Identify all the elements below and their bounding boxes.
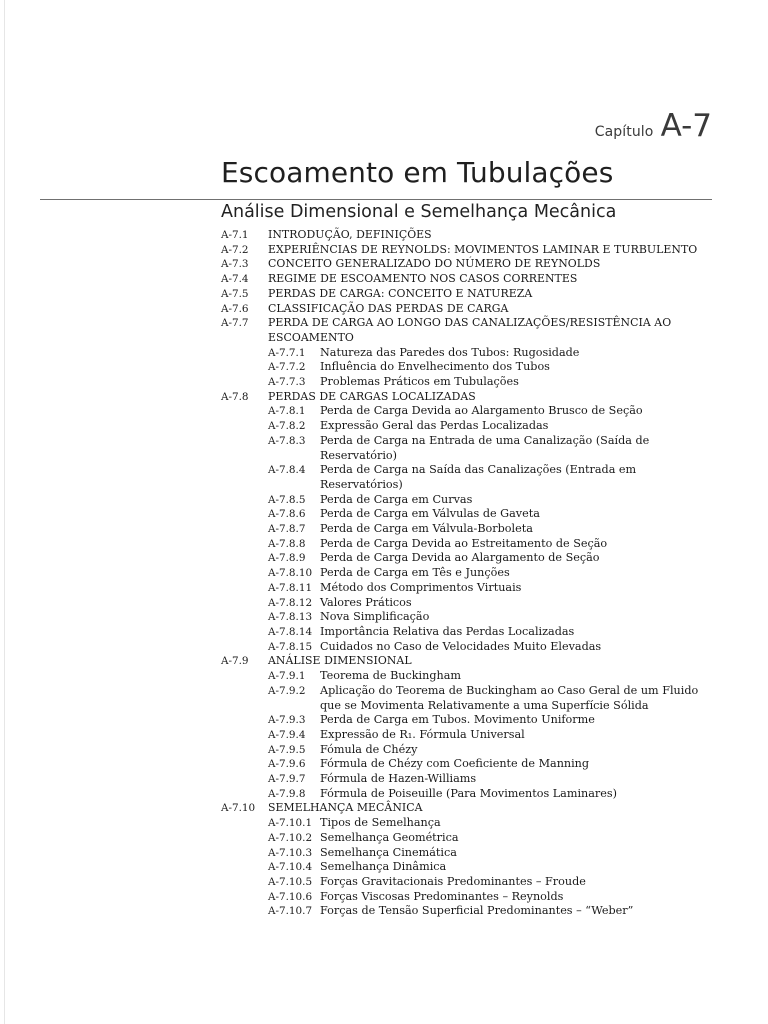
- toc-subsection-title: Expressão Geral das Perdas Localizadas: [320, 419, 549, 433]
- toc-section: [221, 801, 721, 919]
- toc-subsection-title: Teorema de Buckingham: [320, 669, 461, 683]
- toc-subsection-title: Perda de Carga em Curvas: [320, 492, 473, 506]
- toc-section: [221, 243, 721, 258]
- toc-section-entry[interactable]: [221, 257, 721, 272]
- toc-subsection-number: A-7.9.7: [268, 773, 306, 786]
- toc-subsection-number: A-7.9.2: [268, 684, 306, 697]
- toc-section: [221, 316, 721, 390]
- toc-subsection-number: A-7.8.7: [268, 523, 306, 536]
- toc-section-number: A-7.3: [221, 258, 249, 271]
- toc-section-number: A-7.4: [221, 273, 249, 286]
- toc-subsection-entry[interactable]: [268, 904, 721, 919]
- toc-subsection-title: Perda de Carga Devida ao Alargamento de Seção: [320, 551, 600, 565]
- toc-section-title: PERDAS DE CARGA: CONCEITO E NATUREZA: [268, 286, 533, 300]
- toc-section-entry[interactable]: [221, 801, 721, 816]
- toc-section-number: A-7.10: [221, 802, 256, 815]
- toc-subsection-entry[interactable]: [268, 360, 721, 375]
- toc-subsection-number: A-7.8.6: [268, 508, 306, 521]
- toc-subsection-entry[interactable]: [268, 860, 721, 875]
- toc-subsection-entry[interactable]: [268, 493, 721, 508]
- toc-section: [221, 272, 721, 287]
- toc-subsection-number: A-7.10.3: [268, 846, 313, 859]
- toc-subsection-number: A-7.10.2: [268, 831, 313, 844]
- toc-subsection-entry[interactable]: [268, 551, 721, 566]
- toc-subsection-entry[interactable]: [268, 875, 721, 890]
- toc-subsection-number: A-7.8.1: [268, 405, 306, 418]
- toc-subsection-title: Natureza das Paredes dos Tubos: Rugosidade: [320, 345, 580, 359]
- toc-subsection-title: Perda de Carga em Tês e Junções: [320, 566, 510, 580]
- title-divider: [40, 199, 712, 200]
- toc-subsection-entry[interactable]: [268, 596, 721, 611]
- toc-section-title: INTRODUÇÃO, DEFINIÇÕES: [268, 228, 432, 241]
- toc-subsection-number: A-7.9.3: [268, 714, 306, 727]
- toc-subsection-title: Forças Viscosas Predominantes – Reynolds: [320, 889, 564, 903]
- toc-subsection-title: Método dos Comprimentos Virtuais: [320, 580, 522, 594]
- toc-subsection-entry[interactable]: [268, 772, 721, 787]
- toc-subsection-entry[interactable]: [268, 890, 721, 905]
- toc-subsection-number: A-7.8.3: [268, 434, 306, 447]
- toc-subsection-title: Fórmula de Hazen-Williams: [320, 772, 477, 786]
- toc-subsection-entry[interactable]: [268, 346, 721, 361]
- toc-subsection-title: Nova Simplificação: [320, 610, 430, 624]
- toc-subsection-title: Perda de Carga em Tubos. Movimento Uniforme: [320, 713, 595, 727]
- toc-section: [221, 302, 721, 317]
- toc-section-number: A-7.7: [221, 317, 249, 330]
- toc-subsection-number: A-7.10.5: [268, 875, 313, 888]
- toc-subsection-title: Semelhança Dinâmica: [320, 860, 447, 874]
- toc-subsection-number: A-7.8.15: [268, 640, 313, 653]
- toc-subsection-entry[interactable]: [268, 581, 721, 596]
- toc-section-number: A-7.8: [221, 390, 249, 403]
- toc-section-title: CLASSIFICAÇÃO DAS PERDAS DE CARGA: [268, 301, 509, 315]
- chapter-label: Capítulo: [594, 124, 654, 140]
- toc-subsection-title: Tipos de Semelhança: [320, 816, 441, 830]
- toc-subsection-title: Fórmula de Chézy com Coeficiente de Manning: [320, 757, 590, 771]
- toc-section: [221, 654, 721, 801]
- toc-subsection-number: A-7.7.1: [268, 346, 306, 359]
- toc-subsection-title: Importância Relativa das Perdas Localizadas: [320, 624, 575, 638]
- toc-subsection-title: Semelhança Geométrica: [320, 830, 459, 844]
- toc-subsection-list: [221, 669, 721, 801]
- toc-section-title: PERDAS DE CARGAS LOCALIZADAS: [268, 389, 476, 403]
- toc-subsection-entry[interactable]: [268, 375, 721, 390]
- toc-section-title: SEMELHANÇA MECÂNICA: [268, 801, 423, 815]
- toc-subsection-number: A-7.10.1: [268, 817, 313, 830]
- toc-subsection-title: Perda de Carga na Saída das Canalizações (Entrada em Reservatórios): [320, 463, 637, 491]
- toc-subsection-number: A-7.8.9: [268, 552, 306, 565]
- toc-section-number: A-7.2: [221, 243, 249, 256]
- toc-section-title: EXPERIÊNCIAS DE REYNOLDS: MOVIMENTOS LAMINAR E TURBULENTO: [268, 242, 698, 256]
- toc-subsection-entry[interactable]: [268, 610, 721, 625]
- toc-section-title: ANÁLISE DIMENSIONAL: [268, 654, 412, 668]
- toc-subsection-title: Perda de Carga em Válvulas de Gaveta: [320, 507, 540, 521]
- toc-section-title: CONCEITO GENERALIZADO DO NÚMERO DE REYNOLDS: [268, 257, 601, 271]
- toc-section-title: PERDA DE CARGA AO LONGO DAS CANALIZAÇÕES/RESISTÊNCIA AO ESCOAMENTO: [268, 316, 672, 344]
- toc-subsection-number: A-7.8.13: [268, 611, 313, 624]
- toc-subsection-number: A-7.8.2: [268, 420, 306, 433]
- toc-subsection-entry[interactable]: [268, 787, 721, 802]
- chapter-number: A-7: [660, 108, 712, 144]
- toc-subsection-number: A-7.10.6: [268, 890, 313, 903]
- toc-section: [221, 228, 721, 243]
- toc-subsection-title: Expressão de R₁. Fórmula Universal: [320, 727, 525, 741]
- toc-section-title: REGIME DE ESCOAMENTO NOS CASOS CORRENTES: [268, 272, 578, 286]
- toc-section-entry[interactable]: [221, 654, 721, 669]
- toc-subsection-entry[interactable]: [268, 434, 721, 463]
- toc-subsection-entry[interactable]: [268, 640, 721, 655]
- toc-subsection-number: A-7.9.8: [268, 787, 306, 800]
- toc-section-number: A-7.9: [221, 655, 249, 668]
- toc-section: [221, 390, 721, 655]
- toc-subsection-entry[interactable]: [268, 743, 721, 758]
- toc-subsection-title: Perda de Carga em Válvula-Borboleta: [320, 522, 533, 536]
- toc-subsection-entry[interactable]: [268, 404, 721, 419]
- toc-subsection-entry[interactable]: [268, 625, 721, 640]
- toc-subsection-entry[interactable]: [268, 537, 721, 552]
- toc-subsection-title: Semelhança Cinemática: [320, 845, 457, 859]
- toc-subsection-title: Perda de Carga Devida ao Estreitamento de Seção: [320, 536, 608, 550]
- toc-subsection-entry[interactable]: [268, 728, 721, 743]
- toc-subsection-title: Perda de Carga na Entrada de uma Canalização (Saída de Reservatório): [320, 433, 650, 462]
- toc-subsection-title: Aplicação do Teorema de Buckingham ao Caso Geral de um Fluido que se Movimenta Relativamente a uma Superfície Sólida: [320, 683, 699, 712]
- toc-section-entry[interactable]: [221, 316, 721, 345]
- toc-subsection-number: A-7.8.8: [268, 537, 306, 550]
- toc-subsection-entry[interactable]: [268, 831, 721, 846]
- toc-subsection-entry[interactable]: [268, 463, 721, 492]
- toc-subsection-number: A-7.10.7: [268, 905, 313, 918]
- toc-subsection-title: Fórmula de Poiseuille (Para Movimentos Laminares): [320, 786, 617, 800]
- toc-subsection-entry[interactable]: [268, 816, 721, 831]
- toc-subsection-entry[interactable]: [268, 684, 721, 713]
- toc-subsection-number: A-7.9.4: [268, 728, 306, 741]
- toc-section-entry[interactable]: [221, 287, 721, 302]
- toc-section-entry[interactable]: [221, 228, 721, 243]
- toc-subsection-entry[interactable]: [268, 522, 721, 537]
- toc-subsection-title: Perda de Carga Devida ao Alargamento Brusco de Seção: [320, 404, 643, 418]
- toc-subsection-number: A-7.7.2: [268, 361, 306, 374]
- page-subtitle: Análise Dimensional e Semelhança Mecânica: [221, 202, 617, 222]
- toc-subsection-entry[interactable]: [268, 713, 721, 728]
- toc-subsection-title: Cuidados no Caso de Velocidades Muito Elevadas: [320, 639, 602, 653]
- toc-subsection-number: A-7.8.4: [268, 464, 306, 477]
- toc-subsection-list: [221, 816, 721, 919]
- toc-subsection-title: Influência do Envelhecimento dos Tubos: [320, 360, 550, 374]
- toc-section-number: A-7.5: [221, 287, 249, 300]
- toc-subsection-entry[interactable]: [268, 846, 721, 861]
- toc-section-entry[interactable]: [221, 243, 721, 258]
- toc-subsection-number: A-7.8.10: [268, 567, 313, 580]
- toc-subsection-number: A-7.9.6: [268, 758, 306, 771]
- toc-section-number: A-7.1: [221, 229, 249, 241]
- toc-subsection-entry[interactable]: [268, 507, 721, 522]
- toc-section-number: A-7.6: [221, 302, 249, 315]
- toc-subsection-title: Problemas Práticos em Tubulações: [320, 375, 519, 389]
- toc-section: [221, 287, 721, 302]
- toc-subsection-number: A-7.10.4: [268, 861, 313, 874]
- toc-subsection-entry[interactable]: [268, 566, 721, 581]
- toc-section-entry[interactable]: [221, 302, 721, 317]
- toc-subsection-title: Forças de Tensão Superficial Predominantes – “Weber”: [320, 904, 634, 918]
- toc-subsection-number: A-7.8.11: [268, 581, 313, 594]
- toc-subsection-entry[interactable]: [268, 419, 721, 434]
- page-title: Escoamento em Tubulações: [221, 156, 614, 189]
- table-of-contents: [221, 228, 721, 919]
- toc-subsection-entry[interactable]: [268, 757, 721, 772]
- toc-subsection-title: Forças Gravitacionais Predominantes – Froude: [320, 874, 586, 888]
- toc-subsection-number: A-7.8.5: [268, 493, 306, 506]
- toc-section-entry[interactable]: [221, 390, 721, 405]
- toc-section: [221, 257, 721, 272]
- toc-subsection-title: Fómula de Chézy: [320, 742, 418, 756]
- toc-subsection-entry[interactable]: [268, 669, 721, 684]
- toc-subsection-number: A-7.7.3: [268, 376, 306, 389]
- toc-subsection-list: [221, 346, 721, 390]
- toc-subsection-number: A-7.9.5: [268, 743, 306, 756]
- toc-subsection-list: [221, 404, 721, 654]
- toc-subsection-number: A-7.9.1: [268, 670, 306, 683]
- toc-subsection-title: Valores Práticos: [320, 595, 412, 609]
- toc-subsection-number: A-7.8.14: [268, 625, 313, 638]
- toc-subsection-number: A-7.8.12: [268, 596, 313, 609]
- toc-section-entry[interactable]: [221, 272, 721, 287]
- chapter-heading: [595, 108, 712, 144]
